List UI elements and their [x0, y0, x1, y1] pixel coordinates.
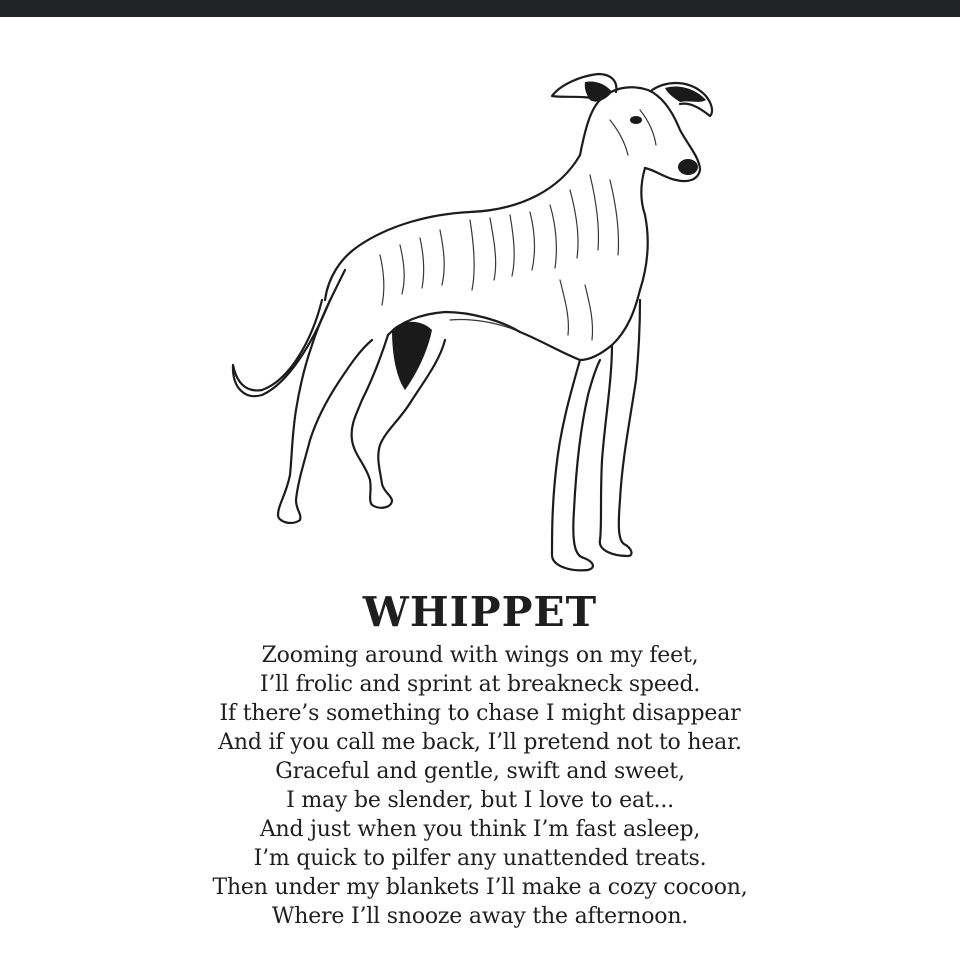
poem-line: If there’s something to chase I might disappear — [219, 701, 741, 726]
poem — [0, 641, 960, 931]
poem-line: Where I’ll snooze away the afternoon. — [271, 904, 689, 929]
poem-line: Graceful and gentle, swift and sweet, — [275, 759, 685, 784]
poem-line: I may be slender, but I love to eat... — [286, 788, 674, 813]
whippet-illustration — [0, 17, 960, 592]
poem-line: Zooming around with wings on my feet, — [261, 643, 699, 668]
poem-line: I’ll frolic and sprint at breakneck speed. — [259, 672, 701, 697]
page-title: WHIPPET — [362, 588, 598, 636]
poem-line: Then under my blankets I’ll make a cozy cocoon, — [212, 875, 748, 900]
top-bar — [0, 0, 960, 17]
poem-line: And just when you think I’m fast asleep, — [259, 817, 701, 842]
poem-line: I’m quick to pilfer any unattended treats. — [253, 846, 707, 871]
poem-line: And if you call me back, I’ll pretend not to hear. — [218, 730, 742, 755]
